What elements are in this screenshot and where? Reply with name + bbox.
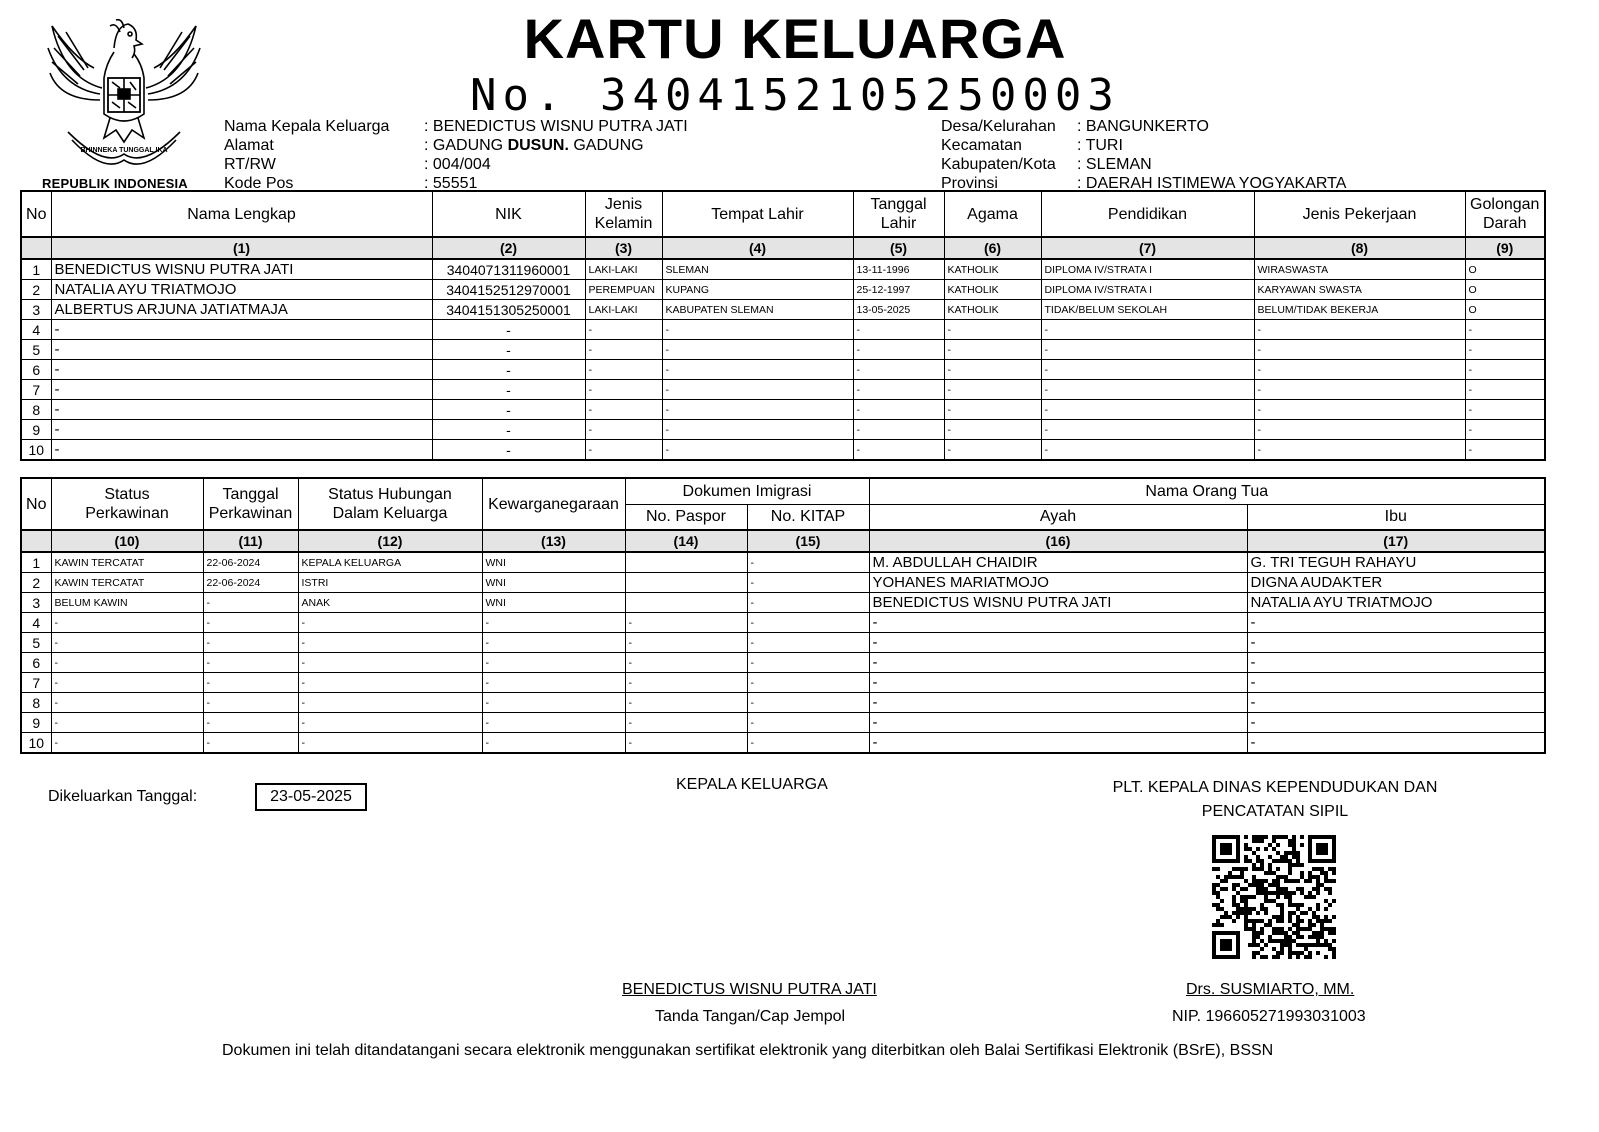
electronic-signature-disclaimer: Dokumen ini telah ditandatangani secara elektronik menggunakan sertifikat elektronik yang diterbitkan oleh Balai Sertifikasi Elektronik (BSrE), BSSN <box>222 1042 1274 1059</box>
table-cell: - <box>1041 320 1254 340</box>
header-ayah: Ayah <box>869 504 1247 530</box>
table-cell: - <box>1041 420 1254 440</box>
table-cell: 10 <box>21 440 51 461</box>
info-row <box>224 155 688 174</box>
header-nama-orang-tua: Nama Orang Tua <box>869 478 1545 504</box>
official-title-line1: PLT. KEPALA DINAS KEPENDUDUKAN DAN <box>1112 779 1438 796</box>
info-label: RT/RW <box>224 156 276 173</box>
column-number-cell: (3) <box>585 237 662 259</box>
table-cell: - <box>1465 440 1545 461</box>
table-cell: 2 <box>21 573 51 593</box>
table-cell: - <box>747 573 869 593</box>
header-dokumen-imigrasi: Dokumen Imigrasi <box>625 478 869 504</box>
column-number-cell: (7) <box>1041 237 1254 259</box>
table-cell: 3 <box>21 300 51 320</box>
header-agama: Agama <box>944 191 1041 237</box>
table-cell: KAWIN TERCATAT <box>51 552 203 573</box>
table-cell: - <box>1247 673 1545 693</box>
column-number-cell: (1) <box>51 237 432 259</box>
table-cell: O <box>1465 300 1545 320</box>
signature-label: Tanda Tangan/Cap Jempol <box>655 1008 846 1025</box>
table-cell: - <box>432 400 585 420</box>
info-value: : SLEMAN <box>1077 156 1152 173</box>
table-cell: 1 <box>21 552 51 573</box>
table-row <box>21 360 1545 380</box>
table-row <box>21 280 1545 300</box>
table-cell: - <box>432 340 585 360</box>
table-cell: - <box>298 613 482 633</box>
table-cell: - <box>585 380 662 400</box>
table-row <box>21 320 1545 340</box>
table-cell: G. TRI TEGUH RAHAYU <box>1247 552 1545 573</box>
info-value: : DAERAH ISTIMEWA YOGYAKARTA <box>1077 175 1347 192</box>
official-name: Drs. SUSMIARTO, MM. <box>1186 981 1355 998</box>
header-kewarganegaraan: Kewarganegaraan <box>482 478 625 530</box>
info-value: : TURI <box>1077 137 1123 154</box>
table-cell: - <box>482 613 625 633</box>
header-jenis-kelamin: Jenis Kelamin <box>585 191 662 237</box>
table-cell: - <box>625 733 747 754</box>
table-cell: O <box>1465 259 1545 280</box>
table-cell: - <box>944 360 1041 380</box>
table-cell: KARYAWAN SWASTA <box>1254 280 1465 300</box>
table-cell: - <box>432 320 585 340</box>
table-cell: - <box>662 360 853 380</box>
country-label: REPUBLIK INDONESIA <box>42 176 188 191</box>
table-cell: - <box>662 420 853 440</box>
column-number-cell: (12) <box>298 530 482 552</box>
table-cell: 8 <box>21 400 51 420</box>
info-label: Desa/Kelurahan <box>941 118 1056 135</box>
table-cell: - <box>944 420 1041 440</box>
column-number-cell: (11) <box>203 530 298 552</box>
column-number-cell: (16) <box>869 530 1247 552</box>
info-row <box>941 155 1346 174</box>
table-cell: 4 <box>21 320 51 340</box>
table-cell: - <box>1254 380 1465 400</box>
table-cell: - <box>203 673 298 693</box>
header-pendidikan: Pendidikan <box>1041 191 1254 237</box>
table-cell: - <box>662 320 853 340</box>
table-cell: 10 <box>21 733 51 754</box>
table-row <box>21 340 1545 360</box>
table-cell: KABUPATEN SLEMAN <box>662 300 853 320</box>
column-number-cell: (14) <box>625 530 747 552</box>
table-cell: - <box>1247 713 1545 733</box>
header-info-right <box>941 117 1346 193</box>
header-status-perkawinan: Status Perkawinan <box>51 478 203 530</box>
table-cell: - <box>203 653 298 673</box>
table-cell: 3404071311960001 <box>432 259 585 280</box>
table-cell: - <box>1041 380 1254 400</box>
info-value: : GADUNG DUSUN. GADUNG <box>424 137 644 154</box>
issued-date-label: Dikeluarkan Tanggal: <box>48 788 198 805</box>
table-cell: ISTRI <box>298 573 482 593</box>
table-cell: WIRASWASTA <box>1254 259 1465 280</box>
table-cell: - <box>1465 380 1545 400</box>
table-cell: - <box>869 693 1247 713</box>
header-golongan-darah: Golongan Darah <box>1465 191 1545 237</box>
table-cell: - <box>1041 340 1254 360</box>
table-cell: - <box>432 440 585 461</box>
table-cell: - <box>482 713 625 733</box>
table-cell: KATHOLIK <box>944 280 1041 300</box>
table-cell: - <box>203 713 298 733</box>
table-cell: TIDAK/BELUM SEKOLAH <box>1041 300 1254 320</box>
table-cell: SLEMAN <box>662 259 853 280</box>
info-label: Provinsi <box>941 175 998 192</box>
document-title: KARTU KELUARGA <box>523 7 1067 70</box>
table-cell: - <box>298 653 482 673</box>
table-cell: 6 <box>21 653 51 673</box>
table-cell: DIPLOMA IV/STRATA I <box>1041 280 1254 300</box>
table-cell: BENEDICTUS WISNU PUTRA JATI <box>869 593 1247 613</box>
table-cell: WNI <box>482 573 625 593</box>
table-cell: - <box>585 420 662 440</box>
table-cell: - <box>869 653 1247 673</box>
table-cell: - <box>1465 320 1545 340</box>
column-number-cell: (8) <box>1254 237 1465 259</box>
table-cell: - <box>853 420 944 440</box>
info-label: Kabupaten/Kota <box>941 156 1056 173</box>
table-cell: - <box>203 733 298 754</box>
table-cell: - <box>1465 400 1545 420</box>
column-number-cell: (13) <box>482 530 625 552</box>
table-row <box>21 693 1545 713</box>
family-members-table <box>20 190 1546 461</box>
table-cell: - <box>853 380 944 400</box>
official-title <box>1080 776 1470 824</box>
table-row <box>21 420 1545 440</box>
header-nama-lengkap: Nama Lengkap <box>51 191 432 237</box>
table-cell: - <box>944 380 1041 400</box>
table-cell: - <box>1041 360 1254 380</box>
table-cell: - <box>482 653 625 673</box>
table-cell: - <box>482 693 625 713</box>
table-row <box>21 633 1545 653</box>
table-cell: - <box>747 552 869 573</box>
table-cell: - <box>432 420 585 440</box>
table-cell: - <box>203 613 298 633</box>
table-cell: 13-05-2025 <box>853 300 944 320</box>
table-cell: - <box>51 653 203 673</box>
table-cell: - <box>625 673 747 693</box>
info-row <box>224 136 688 155</box>
header-tanggal-lahir: Tanggal Lahir <box>853 191 944 237</box>
table-cell: NATALIA AYU TRIATMOJO <box>51 280 432 300</box>
info-label: Kecamatan <box>941 137 1022 154</box>
table-cell: - <box>747 673 869 693</box>
info-value: : BENEDICTUS WISNU PUTRA JATI <box>424 118 688 135</box>
table-cell: 6 <box>21 360 51 380</box>
header-ibu: Ibu <box>1247 504 1545 530</box>
table-cell: - <box>625 653 747 673</box>
table-cell: - <box>51 440 432 461</box>
table-cell: - <box>482 673 625 693</box>
table-cell: - <box>298 713 482 733</box>
column-number-cell: (17) <box>1247 530 1545 552</box>
table-cell: BELUM KAWIN <box>51 593 203 613</box>
table-row <box>21 552 1545 573</box>
table-cell: - <box>662 440 853 461</box>
info-label: Alamat <box>224 137 274 154</box>
info-value: : 55551 <box>424 175 478 192</box>
table-cell: - <box>585 320 662 340</box>
table-cell: - <box>1254 400 1465 420</box>
info-label: Kode Pos <box>224 175 294 192</box>
family-status-table <box>20 477 1546 754</box>
table-cell: - <box>662 400 853 420</box>
table-cell: - <box>51 733 203 754</box>
column-number-cell <box>21 237 51 259</box>
header-no-paspor: No. Paspor <box>625 504 747 530</box>
table-cell: - <box>1465 340 1545 360</box>
table-cell: O <box>1465 280 1545 300</box>
table-cell: - <box>747 593 869 613</box>
table-cell: 25-12-1997 <box>853 280 944 300</box>
table-cell: - <box>869 713 1247 733</box>
column-number-cell: (4) <box>662 237 853 259</box>
column-number-cell: (9) <box>1465 237 1545 259</box>
table-cell: - <box>51 360 432 380</box>
table-cell: - <box>625 613 747 633</box>
table-cell: KATHOLIK <box>944 300 1041 320</box>
table-cell: KUPANG <box>662 280 853 300</box>
info-row <box>941 136 1346 155</box>
table-cell: - <box>51 673 203 693</box>
header-nik: NIK <box>432 191 585 237</box>
table-cell: WNI <box>482 593 625 613</box>
column-number-cell: (5) <box>853 237 944 259</box>
table-cell: - <box>298 673 482 693</box>
table-cell: - <box>51 400 432 420</box>
header-status-hubungan: Status Hubungan Dalam Keluarga <box>298 478 482 530</box>
table-cell: - <box>203 693 298 713</box>
table-cell: - <box>51 420 432 440</box>
header-no: No <box>21 478 51 530</box>
table-cell: 2 <box>21 280 51 300</box>
table-cell: DIGNA AUDAKTER <box>1247 573 1545 593</box>
table-cell: - <box>482 733 625 754</box>
table-cell: 9 <box>21 713 51 733</box>
header-no-kitap: No. KITAP <box>747 504 869 530</box>
table-cell: - <box>625 633 747 653</box>
table-cell: - <box>747 693 869 713</box>
table-cell: 1 <box>21 259 51 280</box>
table-cell: - <box>298 693 482 713</box>
table-row <box>21 380 1545 400</box>
table-cell: - <box>51 613 203 633</box>
table-cell: 7 <box>21 380 51 400</box>
table-cell: LAKI-LAKI <box>585 300 662 320</box>
table-cell: - <box>1247 733 1545 754</box>
table-cell: - <box>585 360 662 380</box>
table-cell: - <box>298 733 482 754</box>
info-value: : 004/004 <box>424 156 491 173</box>
table-cell: - <box>51 713 203 733</box>
column-number-cell <box>21 530 51 552</box>
table-row <box>21 593 1545 613</box>
table-cell: WNI <box>482 552 625 573</box>
garuda-emblem-icon <box>44 18 204 168</box>
table-cell: - <box>51 320 432 340</box>
table-row <box>21 713 1545 733</box>
table-cell: - <box>432 380 585 400</box>
table-cell: 22-06-2024 <box>203 552 298 573</box>
table-cell: - <box>1041 440 1254 461</box>
table-cell: 4 <box>21 613 51 633</box>
info-row <box>224 117 688 136</box>
table-cell: - <box>853 320 944 340</box>
header-no: No <box>21 191 51 237</box>
table-row <box>21 573 1545 593</box>
table-cell: - <box>662 340 853 360</box>
table-cell: - <box>747 713 869 733</box>
table-cell: - <box>747 653 869 673</box>
table-cell: - <box>51 340 432 360</box>
table-cell: KATHOLIK <box>944 259 1041 280</box>
table-cell: - <box>869 613 1247 633</box>
table-cell: - <box>203 633 298 653</box>
table-cell: - <box>1254 440 1465 461</box>
table-cell: - <box>1254 420 1465 440</box>
table-cell: - <box>625 713 747 733</box>
table-cell: 5 <box>21 633 51 653</box>
table-row <box>21 440 1545 461</box>
table-cell: - <box>51 380 432 400</box>
table-cell: - <box>298 633 482 653</box>
table-cell: 3 <box>21 593 51 613</box>
table-cell: 22-06-2024 <box>203 573 298 593</box>
table-cell: 3404152512970001 <box>432 280 585 300</box>
table-cell: - <box>585 440 662 461</box>
table-cell: - <box>1465 420 1545 440</box>
table-cell: - <box>944 320 1041 340</box>
table-cell: - <box>853 400 944 420</box>
header-info-left <box>224 117 688 193</box>
table-cell: - <box>51 633 203 653</box>
table-cell <box>625 573 747 593</box>
table-cell: - <box>585 400 662 420</box>
table-cell: KAWIN TERCATAT <box>51 573 203 593</box>
table-cell: 13-11-1996 <box>853 259 944 280</box>
table-cell: - <box>1247 693 1545 713</box>
table-cell: 5 <box>21 340 51 360</box>
table-row <box>21 613 1545 633</box>
table-cell: - <box>869 673 1247 693</box>
table-cell: - <box>1254 320 1465 340</box>
table-cell: NATALIA AYU TRIATMOJO <box>1247 593 1545 613</box>
header-tanggal-perkawinan: Tanggal Perkawinan <box>203 478 298 530</box>
table-cell <box>625 593 747 613</box>
table-cell <box>625 552 747 573</box>
table-cell: - <box>203 593 298 613</box>
column-number-row <box>21 530 1545 552</box>
column-number-cell: (15) <box>747 530 869 552</box>
table-cell: 7 <box>21 673 51 693</box>
info-label: Nama Kepala Keluarga <box>224 118 390 135</box>
issued-date-value: 23-05-2025 <box>255 783 367 811</box>
table-cell: ALBERTUS ARJUNA JATIATMAJA <box>51 300 432 320</box>
table-cell: - <box>482 633 625 653</box>
table-cell: - <box>662 380 853 400</box>
table-cell: - <box>1247 633 1545 653</box>
table-row <box>21 259 1545 280</box>
table-cell: - <box>747 613 869 633</box>
column-number-cell: (10) <box>51 530 203 552</box>
table-cell: YOHANES MARIATMOJO <box>869 573 1247 593</box>
table-cell: M. ABDULLAH CHAIDIR <box>869 552 1247 573</box>
table-cell: - <box>853 440 944 461</box>
table-cell: BELUM/TIDAK BEKERJA <box>1254 300 1465 320</box>
table-cell: ANAK <box>298 593 482 613</box>
table-cell: - <box>1254 340 1465 360</box>
header-jenis-pekerjaan: Jenis Pekerjaan <box>1254 191 1465 237</box>
info-value: : BANGUNKERTO <box>1077 118 1209 135</box>
table-cell: BENEDICTUS WISNU PUTRA JATI <box>51 259 432 280</box>
family-head-title: KEPALA KELUARGA <box>676 776 828 793</box>
emblem-motto: BHINNEKA TUNGGAL IKA <box>80 147 168 154</box>
table-cell: PEREMPUAN <box>585 280 662 300</box>
table-row <box>21 400 1545 420</box>
table-cell: - <box>1254 360 1465 380</box>
table-cell: - <box>747 733 869 754</box>
table-cell: - <box>853 360 944 380</box>
table-cell: 8 <box>21 693 51 713</box>
column-number-cell: (6) <box>944 237 1041 259</box>
table-cell: - <box>432 360 585 380</box>
table-row <box>21 673 1545 693</box>
qr-code-icon <box>1212 835 1336 959</box>
table-cell: DIPLOMA IV/STRATA I <box>1041 259 1254 280</box>
table-cell: - <box>869 733 1247 754</box>
header-tempat-lahir: Tempat Lahir <box>662 191 853 237</box>
table-cell: LAKI-LAKI <box>585 259 662 280</box>
table-cell: - <box>944 340 1041 360</box>
table-cell: - <box>747 633 869 653</box>
official-title-line2: PENCATATAN SIPIL <box>1201 803 1349 820</box>
table-cell: - <box>1247 613 1545 633</box>
official-nip: NIP. 196605271993031003 <box>1172 1008 1366 1025</box>
table-cell: - <box>625 693 747 713</box>
table-cell: - <box>944 440 1041 461</box>
column-number-cell: (2) <box>432 237 585 259</box>
table-cell: - <box>51 693 203 713</box>
table-row <box>21 653 1545 673</box>
table-row <box>21 733 1545 754</box>
column-number-row <box>21 237 1545 259</box>
table-cell: - <box>1041 400 1254 420</box>
document-number: No. 3404152105250003 <box>470 70 1120 121</box>
table-cell: - <box>944 400 1041 420</box>
table-cell: - <box>853 340 944 360</box>
table-row <box>21 300 1545 320</box>
table-cell: - <box>869 633 1247 653</box>
table-cell: - <box>1465 360 1545 380</box>
table-cell: 9 <box>21 420 51 440</box>
table-cell: KEPALA KELUARGA <box>298 552 482 573</box>
table-cell: 3404151305250001 <box>432 300 585 320</box>
table-cell: - <box>1247 653 1545 673</box>
table-cell: - <box>585 340 662 360</box>
family-head-signature-name: BENEDICTUS WISNU PUTRA JATI <box>622 981 877 998</box>
info-row <box>941 117 1346 136</box>
